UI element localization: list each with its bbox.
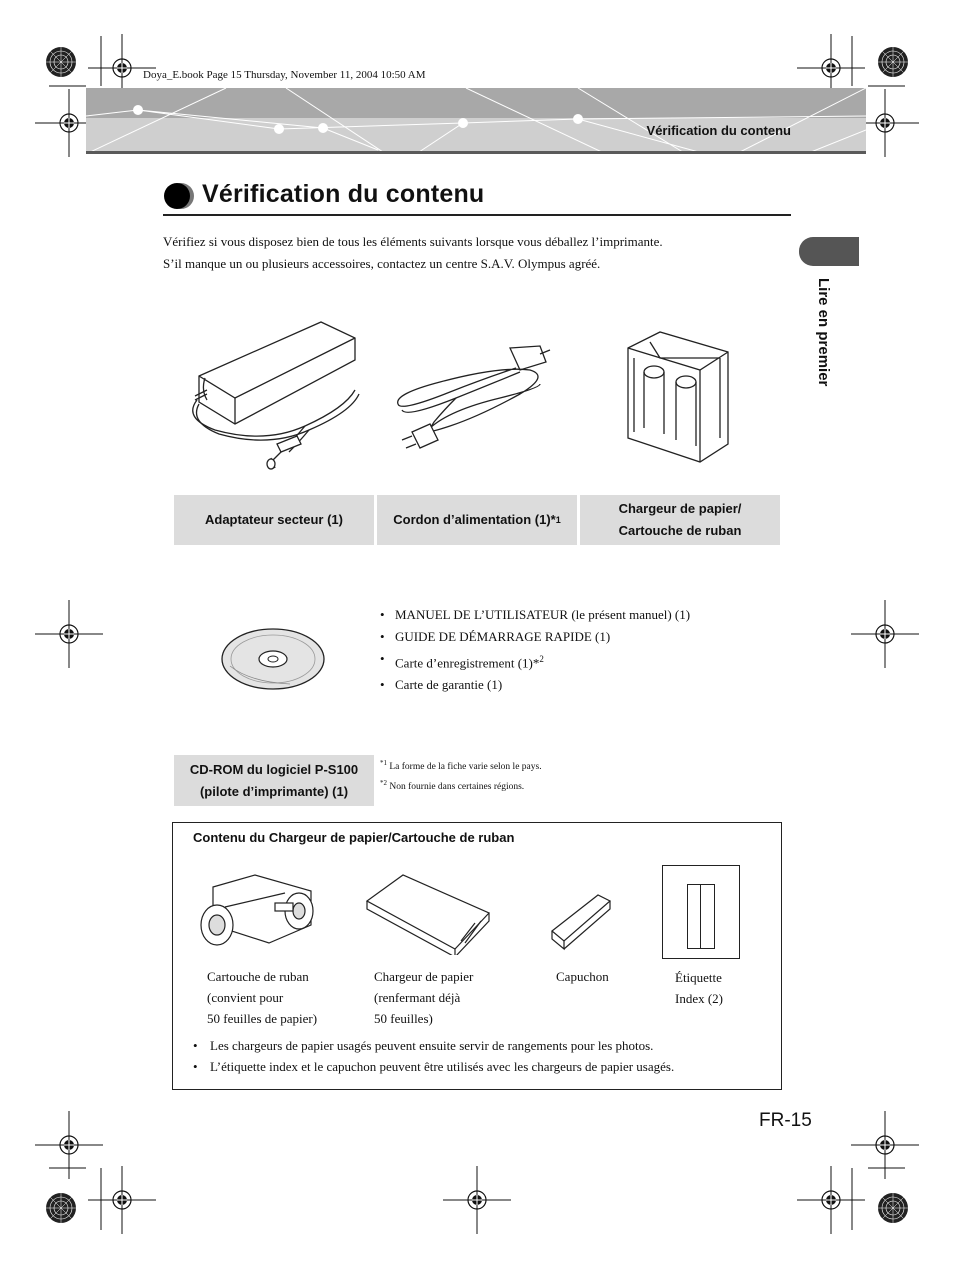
power-cord-illustration bbox=[390, 340, 560, 460]
contents-box bbox=[172, 822, 782, 1090]
caption-paper-line-3: 50 feuilles) bbox=[374, 1011, 433, 1026]
caption-index-line-1: Étiquette bbox=[675, 970, 722, 985]
documents-footnote-ref: 2 bbox=[539, 654, 544, 664]
contents-note: • L’étiquette index et le capuchon peuvent être utilisés avec les chargeurs de papier usagés. bbox=[193, 1056, 674, 1077]
ribbon-cartridge-illustration bbox=[195, 873, 319, 953]
footnotes bbox=[380, 755, 542, 795]
label-paper-tray bbox=[580, 495, 780, 545]
label-paper-tray-line-1: Chargeur de papier/ bbox=[618, 501, 742, 516]
file-header: Doya_E.book Page 15 Thursday, November 11, 2004 10:50 AM bbox=[143, 69, 426, 81]
header-decoration bbox=[86, 88, 866, 154]
paper-tray-box-illustration bbox=[620, 328, 732, 468]
ac-adapter-illustration bbox=[185, 318, 370, 473]
index-label-divider bbox=[700, 885, 701, 948]
caption-ribbon-line-2: (convient pour bbox=[207, 990, 284, 1005]
label-ac-adapter-text: Adaptateur secteur (1) bbox=[205, 512, 343, 527]
caption-index-label bbox=[675, 967, 723, 1009]
label-cd-rom-line-2: (pilote d’imprimante) (1) bbox=[199, 783, 349, 799]
intro-line-1: Vérifiez si vous disposez bien de tous les éléments suivants lorsque vous déballez l’imprimante. bbox=[163, 234, 663, 249]
header-rule bbox=[86, 151, 866, 154]
document-item: • Carte de garantie (1) bbox=[380, 674, 690, 696]
document-item-text: Carte d’enregistrement (1)* bbox=[395, 655, 540, 671]
footnote-2-text: Non fournie dans certaines régions. bbox=[389, 782, 525, 793]
paper-tray-illustration bbox=[363, 871, 493, 955]
footnote-2-mark: *2 bbox=[380, 779, 387, 788]
cd-rom-illustration bbox=[220, 626, 326, 692]
page-title: Vérification du contenu bbox=[202, 180, 485, 208]
contents-note: • Les chargeurs de papier usagés peuvent ensuite servir de rangements pour les photos. bbox=[193, 1035, 674, 1056]
document-item: • MANUEL DE L’UTILISATEUR (le présent manuel) (1) bbox=[380, 604, 690, 626]
contents-box-notes bbox=[193, 1035, 674, 1077]
page-number: FR-15 bbox=[759, 1110, 812, 1131]
cap-illustration bbox=[548, 891, 614, 953]
footnote-1-text: La forme de la fiche varie selon le pays. bbox=[389, 762, 542, 773]
header-band bbox=[86, 88, 866, 154]
caption-paper-line-2: (renfermant déjà bbox=[374, 990, 461, 1005]
label-power-cord bbox=[377, 495, 577, 545]
document-item bbox=[380, 648, 690, 674]
label-paper-tray-line-2: Cartouche de ruban bbox=[618, 523, 742, 538]
caption-ribbon-line-3: 50 feuilles de papier) bbox=[207, 1011, 318, 1026]
caption-cap: Capuchon bbox=[556, 969, 609, 984]
index-label-strips bbox=[687, 884, 715, 949]
label-cd-rom-line-1: CD-ROM du logiciel P-S100 bbox=[189, 761, 359, 777]
running-head: Vérification du contenu bbox=[646, 123, 791, 138]
caption-paper-line-1: Chargeur de papier bbox=[374, 969, 474, 984]
label-ac-adapter bbox=[174, 495, 374, 545]
caption-ribbon-cartridge bbox=[207, 966, 317, 1029]
caption-index-line-2: Index (2) bbox=[675, 991, 724, 1006]
caption-paper-tray bbox=[374, 966, 473, 1029]
title-rule bbox=[163, 214, 791, 216]
documents-list bbox=[380, 604, 690, 696]
title-bullet-icon bbox=[163, 182, 195, 210]
intro-text bbox=[163, 231, 663, 275]
footnote-1-mark: *1 bbox=[380, 759, 387, 767]
chapter-tab-label bbox=[808, 278, 840, 418]
footnote-1 bbox=[380, 755, 542, 775]
chapter-tab-text: Lire en premier bbox=[815, 278, 832, 387]
label-power-cord-text: Cordon d’alimentation (1)* bbox=[393, 512, 556, 527]
label-cd-rom bbox=[174, 755, 374, 806]
document-item: • GUIDE DE DÉMARRAGE RAPIDE (1) bbox=[380, 626, 690, 648]
footnote-2 bbox=[380, 775, 542, 795]
chapter-tab bbox=[799, 237, 859, 266]
index-label-illustration bbox=[662, 865, 740, 959]
intro-line-2: S’il manque un ou plusieurs accessoires, contactez un centre S.A.V. Olympus agréé. bbox=[163, 256, 601, 271]
cord-footnote-ref: 1 bbox=[555, 515, 561, 525]
contents-box-title: Contenu du Chargeur de papier/Cartouche de ruban bbox=[193, 830, 515, 845]
caption-ribbon-line-1: Cartouche de ruban bbox=[207, 969, 309, 984]
